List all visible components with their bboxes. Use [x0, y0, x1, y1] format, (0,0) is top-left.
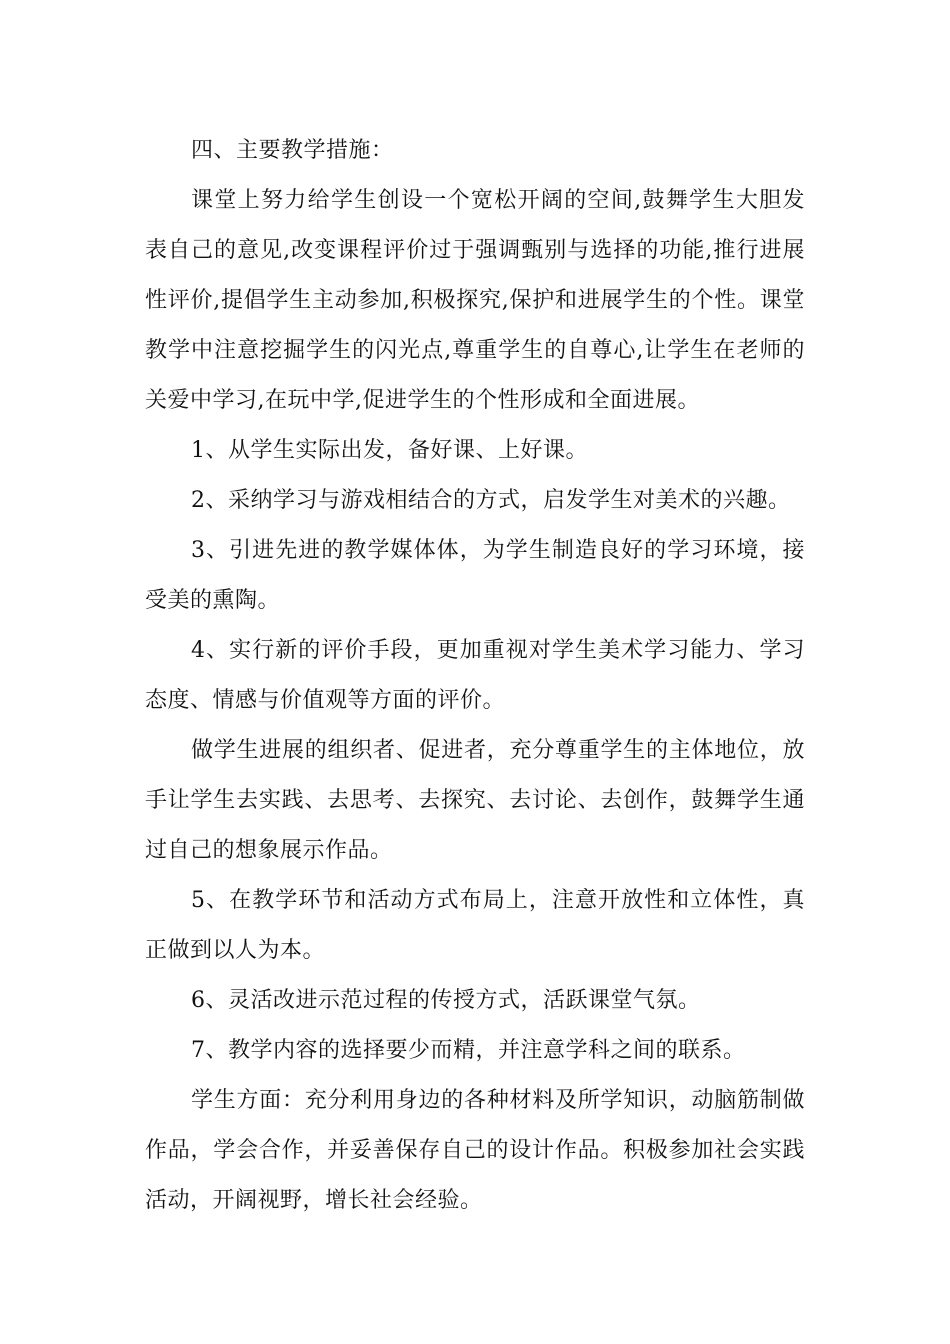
list-item: 7、教学内容的选择要少而精，并注意学科之间的联系。: [191, 1038, 746, 1063]
section-heading: 四、主要教学措施：: [191, 138, 394, 163]
list-item: 1、从学生实际出发，备好课、上好课。: [191, 438, 588, 463]
paragraph: 课堂上努力给学生创设一个宽松开阔的空间,鼓舞学生大胆发表自己的意见,改变课程评价过于强调甄别与选择的功能,推行进展性评价,提倡学生主动参加,积极探究,保护和进展学生的个性。课堂教学中注意挖掘学生的闪光点,尊重学生的自尊心,让学生在老师的关爱中学习,在玩中学,促进学生的个性形成和全面进展。: [145, 188, 805, 413]
paragraph: 做学生进展的组织者、促进者，充分尊重学生的主体地位，放手让学生去实践、去思考、去探究、去讨论、去创作，鼓舞学生通过自己的想象展示作品。: [145, 738, 805, 863]
list-item: 3、引进先进的教学媒体体，为学生制造良好的学习环境，接受美的熏陶。: [145, 538, 805, 613]
list-item: 5、在教学环节和活动方式布局上，注意开放性和立体性，真正做到以人为本。: [145, 888, 805, 963]
list-item: 6、灵活改进示范过程的传授方式，活跃课堂气氛。: [191, 988, 701, 1013]
paragraph: 学生方面：充分利用身边的各种材料及所学知识，动脑筋制做作品，学会合作，并妥善保存自己的设计作品。积极参加社会实践活动，开阔视野，增长社会经验。: [145, 1088, 805, 1213]
list-item: 4、实行新的评价手段，更加重视对学生美术学习能力、学习态度、情感与价值观等方面的评价。: [145, 638, 805, 713]
list-item: 2、采纳学习与游戏相结合的方式，启发学生对美术的兴趣。: [191, 488, 791, 513]
document-body: [145, 126, 805, 1226]
